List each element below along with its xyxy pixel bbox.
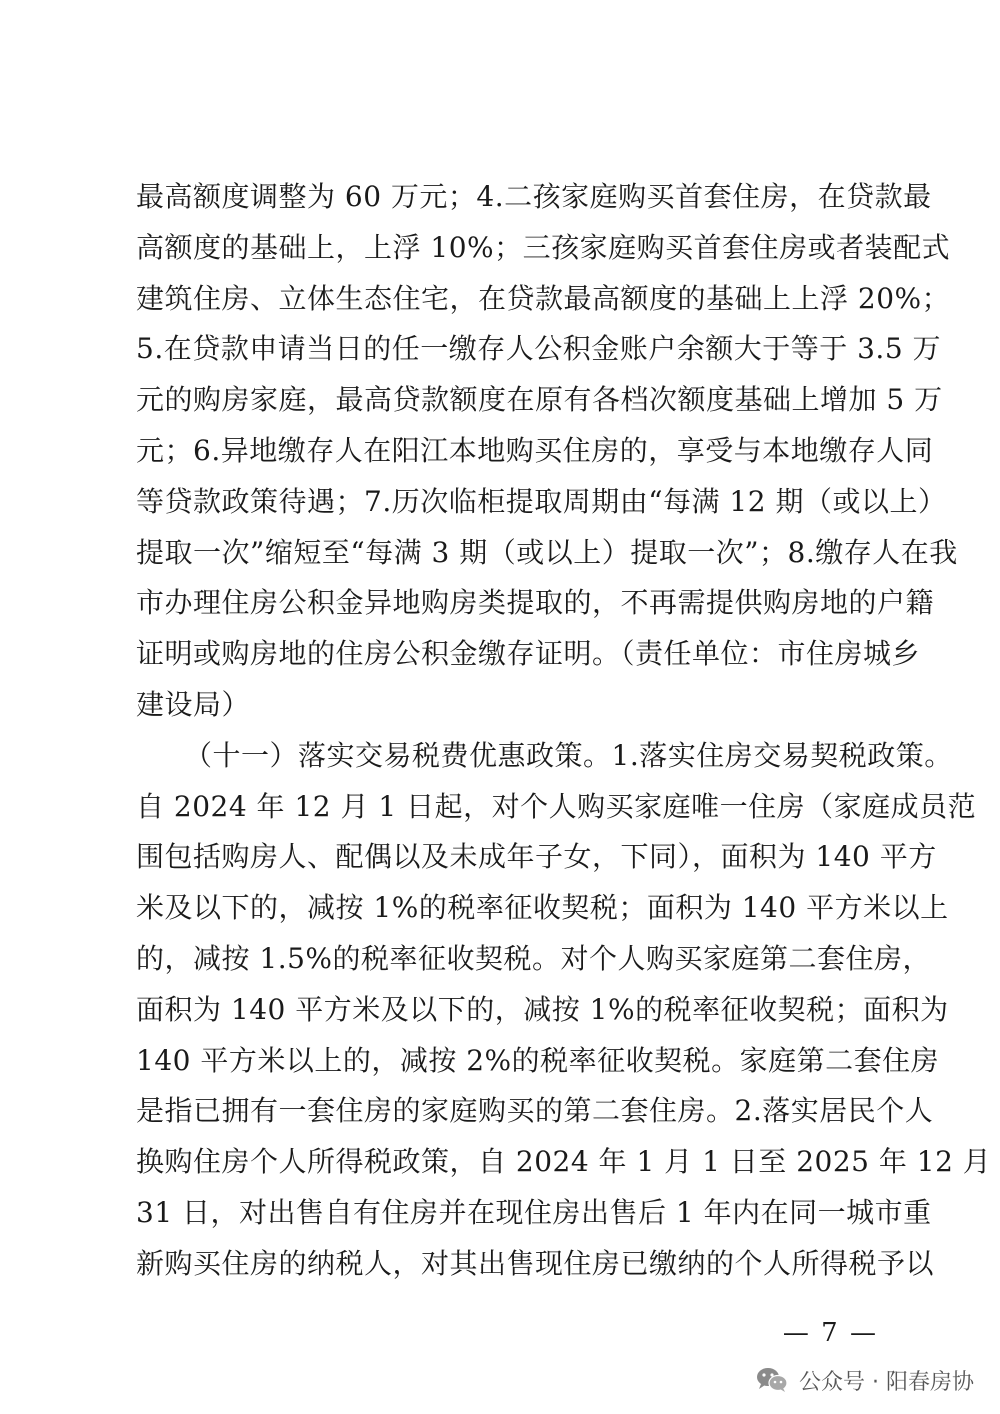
text-line: 等贷款政策待遇；7.历次临柜提取周期由“每满 12 期（或以上）: [136, 484, 947, 518]
text-line: 的，减按 1.5%的税率征收契税。对个人购买家庭第二套住房，: [136, 941, 932, 975]
document-body: [136, 172, 992, 1290]
text-line: 围包括购房人、配偶以及未成年子女，下同），面积为 140 平方: [136, 840, 937, 874]
wechat-watermark: [755, 1362, 974, 1398]
text-line: 140 平方米以上的，减按 2%的税率征收契税。家庭第二套住房: [136, 1043, 940, 1077]
text-line: 面积为 140 平方米及以下的，减按 1%的税率征收契税；面积为: [136, 992, 949, 1026]
page-number: — 7 —: [782, 1318, 878, 1348]
text-line: 最高额度调整为 60 万元；4.二孩家庭购买首套住房，在贷款最: [136, 180, 932, 213]
text-line: 建筑住房、立体生态住宅，在贷款最高额度的基础上上浮 20%；: [136, 281, 951, 315]
watermark-text: 公众号 · 阳春房协: [799, 1369, 974, 1395]
text-line: 31 日，对出售自有住房并在现住房出售后 1 年内在同一城市重: [136, 1195, 932, 1229]
text-line: 自 2024 年 12 月 1 日起，对个人购买家庭唯一住房（家庭成员范: [136, 789, 977, 823]
text-line: 米及以下的，减按 1%的税率征收契税；面积为 140 平方米以上: [136, 891, 949, 925]
text-line: 是指已拥有一套住房的家庭购买的第二套住房。2.落实居民个人: [136, 1094, 934, 1128]
text-line: 证明或购房地的住房公积金缴存证明。（责任单位：市住房城乡: [136, 637, 921, 671]
text-line: 元的购房家庭，最高贷款额度在原有各档次额度基础上增加 5 万: [136, 383, 943, 417]
section-heading-line: （十一）落实交易税费优惠政策。1.落实住房交易契税政策。: [184, 738, 953, 772]
text-line: 元；6.异地缴存人在阳江本地购买住房的，享受与本地缴存人同: [136, 433, 934, 467]
text-line: 高额度的基础上，上浮 10%；三孩家庭购买首套住房或者装配式: [136, 230, 951, 264]
text-line: 换购住房个人所得税政策，自 2024 年 1 月 1 日至 2025 年 12 月: [136, 1145, 992, 1179]
text-line: 5.在贷款申请当日的任一缴存人公积金账户余额大于等于 3.5 万: [136, 332, 942, 366]
text-line: 市办理住房公积金异地购房类提取的，不再需提供购房地的户籍: [136, 586, 935, 620]
text-line: 提取一次”缩短至“每满 3 期（或以上）提取一次”；8.缴存人在我: [136, 535, 958, 569]
text-line: 新购买住房的纳税人，对其出售现住房已缴纳的个人所得税予以: [136, 1246, 935, 1280]
wechat-icon: [755, 1366, 789, 1394]
text-line: 建设局）: [136, 687, 251, 721]
